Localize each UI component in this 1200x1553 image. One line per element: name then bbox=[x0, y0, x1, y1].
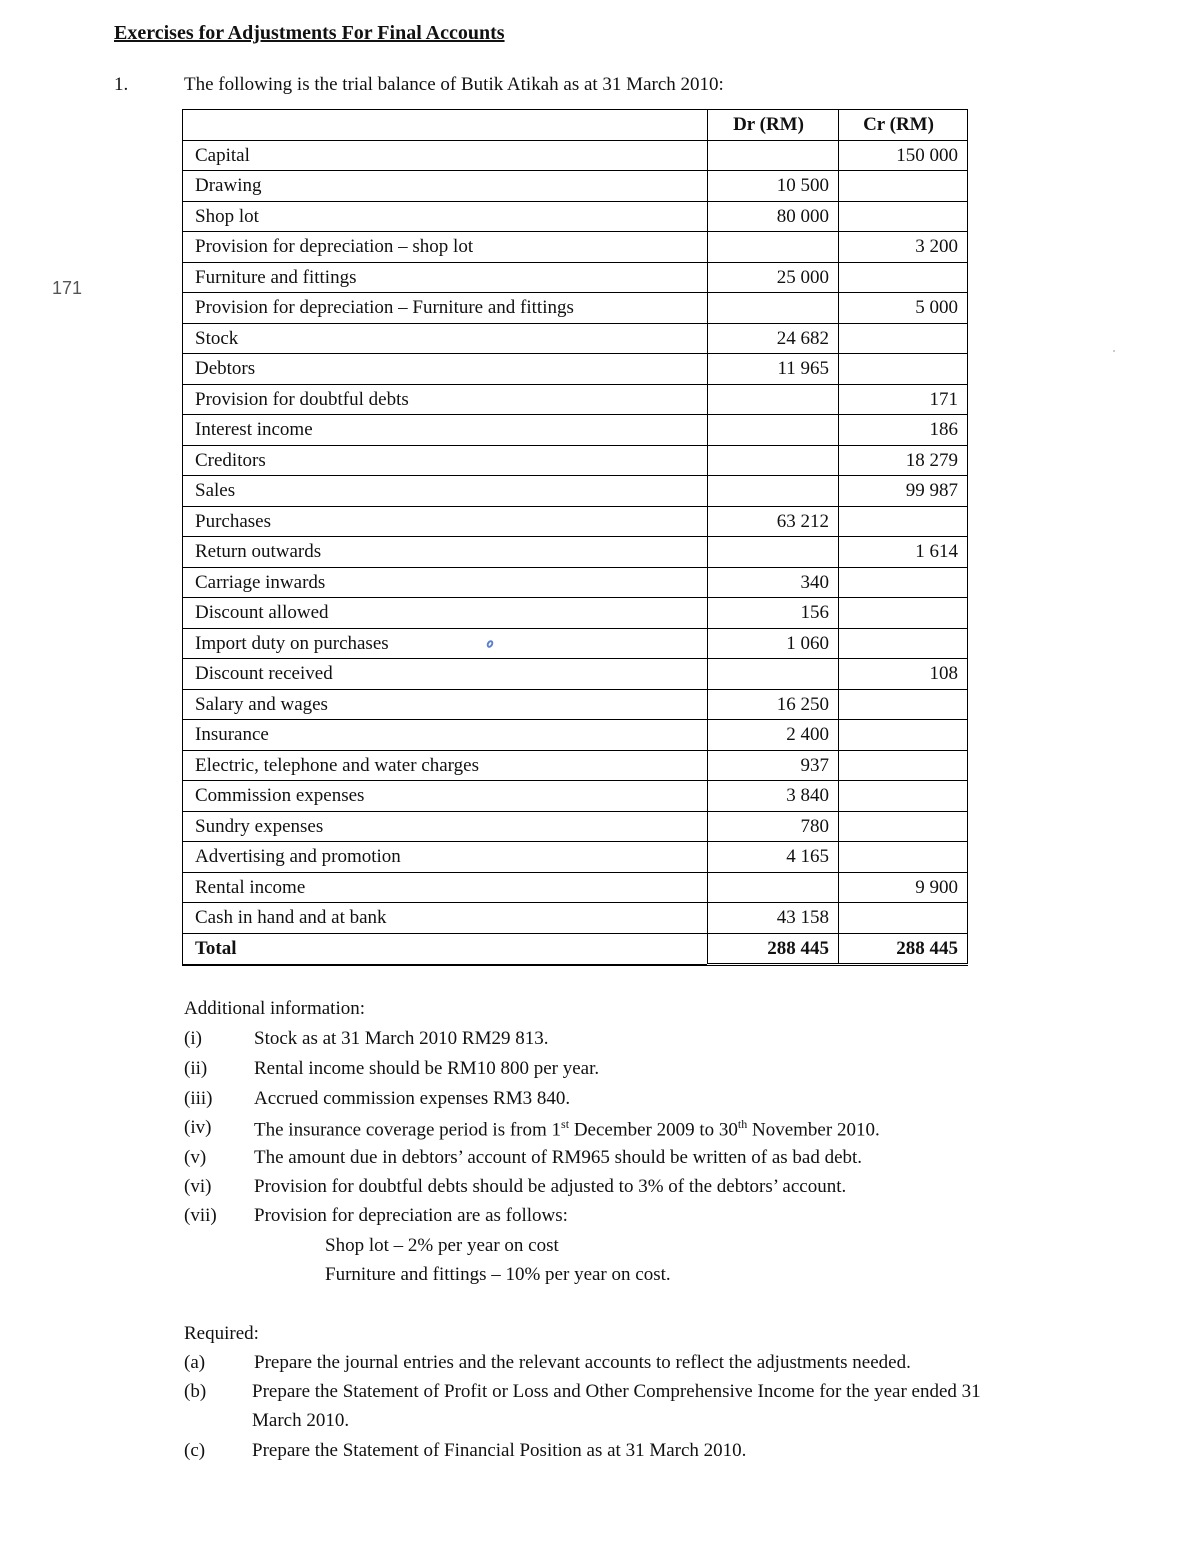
header-item bbox=[183, 110, 708, 141]
table-row bbox=[183, 872, 968, 903]
table-row bbox=[183, 201, 968, 232]
row-item: Furniture and fittings bbox=[183, 262, 708, 293]
table-row bbox=[183, 445, 968, 476]
row-item: Stock bbox=[183, 323, 708, 354]
row-dr bbox=[708, 872, 839, 903]
row-dr: 937 bbox=[708, 750, 839, 781]
row-item: Debtors bbox=[183, 354, 708, 385]
row-cr bbox=[839, 781, 968, 812]
row-dr: 16 250 bbox=[708, 689, 839, 720]
row-dr: 11 965 bbox=[708, 354, 839, 385]
total-cr: 288 445 bbox=[839, 933, 968, 965]
margin-note: 171 bbox=[52, 278, 83, 298]
question-number: 1. bbox=[114, 74, 129, 95]
row-dr bbox=[708, 415, 839, 446]
row-dr bbox=[708, 140, 839, 171]
table-row bbox=[183, 659, 968, 690]
superscript: st bbox=[561, 1117, 570, 1131]
table-row bbox=[183, 384, 968, 415]
row-dr: 156 bbox=[708, 598, 839, 629]
row-cr bbox=[839, 506, 968, 537]
table-row bbox=[183, 415, 968, 446]
row-dr bbox=[708, 476, 839, 507]
row-cr: 150 000 bbox=[839, 140, 968, 171]
row-cr bbox=[839, 598, 968, 629]
table-row bbox=[183, 262, 968, 293]
superscript: th bbox=[737, 1117, 748, 1131]
row-cr: 186 bbox=[839, 415, 968, 446]
row-cr bbox=[839, 201, 968, 232]
row-item: Electric, telephone and water charges bbox=[183, 750, 708, 781]
item-text bbox=[254, 1117, 880, 1141]
item-text: Prepare the journal entries and the relevant accounts to reflect the adjustments needed. bbox=[254, 1352, 911, 1373]
row-cr bbox=[839, 323, 968, 354]
row-item: Import duty on purchases bbox=[183, 628, 708, 659]
table-row bbox=[183, 537, 968, 568]
row-cr: 99 987 bbox=[839, 476, 968, 507]
row-item: Drawing bbox=[183, 171, 708, 202]
table-header-row bbox=[183, 110, 968, 141]
row-item: Purchases bbox=[183, 506, 708, 537]
row-item: Provision for depreciation – shop lot bbox=[183, 232, 708, 263]
row-item: Creditors bbox=[183, 445, 708, 476]
row-cr bbox=[839, 720, 968, 751]
row-dr bbox=[708, 384, 839, 415]
row-item: Carriage inwards bbox=[183, 567, 708, 598]
depreciation-sub-item: Furniture and fittings – 10% per year on cost. bbox=[325, 1264, 671, 1285]
row-cr bbox=[839, 903, 968, 934]
row-item: Sales bbox=[183, 476, 708, 507]
row-dr: 3 840 bbox=[708, 781, 839, 812]
row-cr: 108 bbox=[839, 659, 968, 690]
row-cr bbox=[839, 811, 968, 842]
item-text: Prepare the Statement of Profit or Loss and Other Comprehensive Income for the year ended 31 bbox=[252, 1381, 981, 1402]
row-dr: 4 165 bbox=[708, 842, 839, 873]
question-intro: The following is the trial balance of Butik Atikah as at 31 March 2010: bbox=[184, 74, 724, 95]
text-part: The insurance coverage period is from 1 bbox=[254, 1119, 562, 1141]
item-label: (c) bbox=[184, 1440, 206, 1461]
item-text: Prepare the Statement of Financial Position as at 31 March 2010. bbox=[252, 1440, 747, 1461]
total-dr: 288 445 bbox=[708, 933, 839, 965]
row-cr: 18 279 bbox=[839, 445, 968, 476]
required-heading: Required: bbox=[184, 1323, 259, 1344]
additional-info-heading: Additional information: bbox=[184, 998, 366, 1019]
row-cr: 3 200 bbox=[839, 232, 968, 263]
item-text: The amount due in debtors’ account of RM965 should be written of as bad debt. bbox=[254, 1147, 863, 1168]
row-item: Shop lot bbox=[183, 201, 708, 232]
row-item: Provision for depreciation – Furniture and fittings bbox=[183, 293, 708, 324]
item-text: Provision for doubtful debts should be adjusted to 3% of the debtors’ account. bbox=[254, 1176, 847, 1197]
table-row bbox=[183, 476, 968, 507]
table-row bbox=[183, 811, 968, 842]
row-item: Discount received bbox=[183, 659, 708, 690]
row-item: Commission expenses bbox=[183, 781, 708, 812]
item-text: Stock as at 31 March 2010 RM29 813. bbox=[254, 1028, 549, 1049]
row-cr: 1 614 bbox=[839, 537, 968, 568]
row-dr bbox=[708, 445, 839, 476]
row-cr bbox=[839, 689, 968, 720]
row-dr bbox=[708, 537, 839, 568]
row-item: Cash in hand and at bank bbox=[183, 903, 708, 934]
row-cr: 5 000 bbox=[839, 293, 968, 324]
row-dr: 80 000 bbox=[708, 201, 839, 232]
table-row bbox=[183, 628, 968, 659]
row-cr: 9 900 bbox=[839, 872, 968, 903]
item-label: (ii) bbox=[184, 1058, 208, 1079]
table-row bbox=[183, 689, 968, 720]
table-row bbox=[183, 354, 968, 385]
table-row bbox=[183, 232, 968, 263]
table-row bbox=[183, 842, 968, 873]
depreciation-sub-item: Shop lot – 2% per year on cost bbox=[325, 1235, 559, 1256]
table-row bbox=[183, 171, 968, 202]
row-dr: 1 060 bbox=[708, 628, 839, 659]
table-row bbox=[183, 140, 968, 171]
text-part: November 2010. bbox=[747, 1119, 880, 1141]
header-cr: Cr (RM) bbox=[839, 110, 968, 141]
table-row bbox=[183, 323, 968, 354]
row-dr: 24 682 bbox=[708, 323, 839, 354]
row-cr: 171 bbox=[839, 384, 968, 415]
table-row bbox=[183, 506, 968, 537]
header-dr: Dr (RM) bbox=[708, 110, 839, 141]
table-row bbox=[183, 720, 968, 751]
total-row bbox=[183, 933, 968, 965]
row-item: Return outwards bbox=[183, 537, 708, 568]
row-dr: 780 bbox=[708, 811, 839, 842]
table-row bbox=[183, 750, 968, 781]
row-item: Provision for doubtful debts bbox=[183, 384, 708, 415]
table-row bbox=[183, 293, 968, 324]
row-cr bbox=[839, 567, 968, 598]
item-text: Rental income should be RM10 800 per year. bbox=[254, 1058, 600, 1079]
row-item: Insurance bbox=[183, 720, 708, 751]
row-dr: 25 000 bbox=[708, 262, 839, 293]
stray-dot bbox=[1113, 350, 1115, 352]
row-item: Interest income bbox=[183, 415, 708, 446]
item-label: (b) bbox=[184, 1381, 207, 1402]
row-cr bbox=[839, 171, 968, 202]
page-title: Exercises for Adjustments For Final Accounts bbox=[114, 22, 505, 44]
row-item: Sundry expenses bbox=[183, 811, 708, 842]
item-label: (a) bbox=[184, 1352, 206, 1373]
row-cr bbox=[839, 750, 968, 781]
row-cr bbox=[839, 628, 968, 659]
row-cr bbox=[839, 354, 968, 385]
row-dr: 10 500 bbox=[708, 171, 839, 202]
total-label: Total bbox=[183, 933, 708, 965]
row-dr bbox=[708, 232, 839, 263]
item-label: (vii) bbox=[184, 1205, 217, 1226]
item-text: Accrued commission expenses RM3 840. bbox=[254, 1088, 571, 1109]
item-label: (iv) bbox=[184, 1117, 212, 1138]
item-text: Provision for depreciation are as follows: bbox=[254, 1205, 568, 1226]
table-row bbox=[183, 903, 968, 934]
row-dr: 340 bbox=[708, 567, 839, 598]
row-item: Advertising and promotion bbox=[183, 842, 708, 873]
text-part: December 2009 to 30 bbox=[569, 1119, 738, 1141]
row-cr bbox=[839, 262, 968, 293]
row-dr: 43 158 bbox=[708, 903, 839, 934]
row-dr bbox=[708, 293, 839, 324]
row-cr bbox=[839, 842, 968, 873]
table-row bbox=[183, 567, 968, 598]
table-row bbox=[183, 781, 968, 812]
item-label: (iii) bbox=[184, 1088, 213, 1109]
item-label: (v) bbox=[184, 1147, 207, 1168]
item-label: (i) bbox=[184, 1028, 202, 1049]
row-item: Capital bbox=[183, 140, 708, 171]
trial-balance-table bbox=[182, 109, 968, 966]
row-item: Salary and wages bbox=[183, 689, 708, 720]
table-row bbox=[183, 598, 968, 629]
item-text: March 2010. bbox=[252, 1410, 350, 1431]
row-dr: 63 212 bbox=[708, 506, 839, 537]
row-item: Discount allowed bbox=[183, 598, 708, 629]
row-dr: 2 400 bbox=[708, 720, 839, 751]
item-label: (vi) bbox=[184, 1176, 212, 1197]
row-item: Rental income bbox=[183, 872, 708, 903]
row-dr bbox=[708, 659, 839, 690]
